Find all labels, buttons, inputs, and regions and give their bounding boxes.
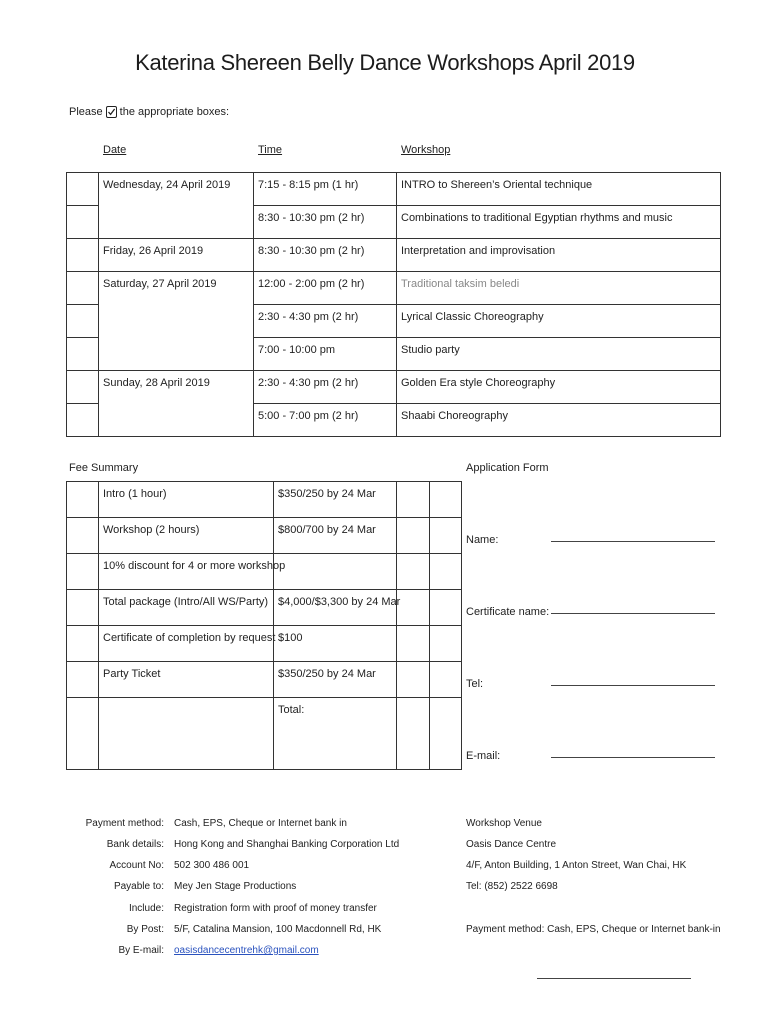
date-cell: Sunday, 28 April 2019 (103, 377, 210, 389)
certificate-name-input[interactable] (551, 613, 715, 614)
schedule-checkbox[interactable] (67, 206, 98, 238)
schedule-checkbox[interactable] (67, 338, 98, 370)
fee-price: $350/250 by 24 Mar (278, 488, 376, 500)
schedule-checkbox[interactable] (67, 404, 98, 436)
fee-item: Total package (Intro/All WS/Party) (103, 596, 269, 608)
fee-checkbox[interactable] (67, 482, 98, 517)
workshop-cell: INTRO to Shereen’s Oriental technique (401, 179, 593, 191)
date-cell: Saturday, 27 April 2019 (103, 278, 217, 290)
fee-summary-heading: Fee Summary (69, 462, 139, 474)
instruction-before: Please (69, 106, 103, 118)
email-link[interactable]: oasisdancecentrehk@gmail.com (174, 945, 319, 956)
workshop-cell: Traditional taksim beledi (401, 278, 520, 290)
by-post-label: By Post: (126, 924, 164, 935)
fee-item: Intro (1 hour) (103, 488, 167, 500)
fee-checkbox[interactable] (67, 626, 98, 661)
fee-qty-cell[interactable] (397, 482, 429, 517)
fee-checkbox[interactable] (67, 590, 98, 625)
bank-details-value: Hong Kong and Shanghai Banking Corporation Ltd (174, 839, 400, 850)
time-cell: 12:00 - 2:00 pm (2 hr) (258, 278, 365, 290)
page-title: Katerina Shereen Belly Dance Workshops April 2019 (135, 50, 635, 75)
account-no-value: 502 300 486 001 (174, 860, 250, 871)
header-workshop: Workshop (401, 144, 451, 156)
checkbox-icon (106, 106, 117, 118)
venue-name: Oasis Dance Centre (466, 839, 557, 850)
instruction (69, 106, 229, 118)
certificate-name-label: Certificate name: (466, 606, 550, 618)
venue-payment: Payment method: Cash, EPS, Cheque or Internet bank-in (466, 924, 721, 935)
workshop-cell: Golden Era style Choreography (401, 377, 556, 389)
date-cell: Friday, 26 April 2019 (103, 245, 204, 257)
fee-item: Party Ticket (103, 668, 161, 680)
account-no-label: Account No: (109, 860, 164, 871)
schedule-checkbox[interactable] (67, 239, 98, 271)
workshop-cell: Combinations to traditional Egyptian rhythms and music (401, 212, 673, 224)
payment-method-value: Cash, EPS, Cheque or Internet bank in (174, 818, 347, 829)
fee-price: $350/250 by 24 Mar (278, 668, 376, 680)
tel-label: Tel: (466, 678, 484, 690)
date-cell: Wednesday, 24 April 2019 (103, 179, 231, 191)
time-cell: 7:00 - 10:00 pm (258, 344, 336, 356)
schedule-checkbox[interactable] (67, 305, 98, 337)
payable-to-value: Mey Jen Stage Productions (174, 881, 297, 892)
name-label: Name: (466, 534, 499, 546)
by-post-value: 5/F, Catalina Mansion, 100 Macdonnell Rd, HK (174, 924, 382, 935)
fee-price: $4,000/$3,300 by 24 Mar (278, 596, 401, 608)
fee-price: $100 (278, 632, 303, 644)
fee-table (66, 481, 462, 770)
workshop-cell: Lyrical Classic Choreography (401, 311, 544, 323)
payment-method-label: Payment method: (85, 818, 164, 829)
email-input[interactable] (551, 757, 715, 758)
application-heading: Application Form (466, 462, 549, 474)
email-label: E-mail: (466, 750, 501, 762)
by-email-label: By E-mail: (118, 945, 164, 956)
schedule-checkbox[interactable] (67, 173, 98, 205)
fee-item: Workshop (2 hours) (103, 524, 200, 536)
schedule-checkbox[interactable] (67, 371, 98, 403)
fee-item: 10% discount for 4 or more workshop (103, 560, 286, 572)
header-time: Time (258, 144, 283, 156)
fee-total-label: Total: (278, 704, 305, 716)
fee-total-cell[interactable] (397, 698, 461, 769)
time-cell: 7:15 - 8:15 pm (1 hr) (258, 179, 359, 191)
venue-address: 4/F, Anton Building, 1 Anton Street, Wan Chai, HK (466, 860, 687, 871)
bank-details-label: Bank details: (106, 839, 164, 850)
time-cell: 8:30 - 10:30 pm (2 hr) (258, 212, 365, 224)
schedule-table (66, 172, 721, 437)
workshop-cell: Interpretation and improvisation (401, 245, 556, 257)
fee-price: $800/700 by 24 Mar (278, 524, 376, 536)
include-label: Include: (128, 903, 164, 914)
time-cell: 2:30 - 4:30 pm (2 hr) (258, 377, 359, 389)
fee-amount-cell[interactable] (430, 482, 461, 517)
workshop-cell: Shaabi Choreography (401, 410, 509, 422)
time-cell: 2:30 - 4:30 pm (2 hr) (258, 311, 359, 323)
fee-checkbox[interactable] (67, 554, 98, 589)
include-value: Registration form with proof of money transfer (174, 903, 377, 914)
workshop-cell: Studio party (401, 344, 460, 356)
signature-line[interactable] (537, 978, 691, 979)
fee-item: Certificate of completion by request (103, 632, 276, 644)
tel-input[interactable] (551, 685, 715, 686)
instruction-after: the appropriate boxes: (119, 106, 230, 118)
time-cell: 8:30 - 10:30 pm (2 hr) (258, 245, 365, 257)
venue-heading: Workshop Venue (466, 818, 542, 829)
time-cell: 5:00 - 7:00 pm (2 hr) (258, 410, 359, 422)
fee-checkbox[interactable] (67, 662, 98, 697)
schedule-checkbox[interactable] (67, 272, 98, 304)
venue-tel: Tel: (852) 2522 6698 (466, 881, 558, 892)
header-date: Date (103, 144, 127, 156)
payable-to-label: Payable to: (113, 881, 164, 892)
fee-checkbox[interactable] (67, 518, 98, 553)
name-input[interactable] (551, 541, 715, 542)
